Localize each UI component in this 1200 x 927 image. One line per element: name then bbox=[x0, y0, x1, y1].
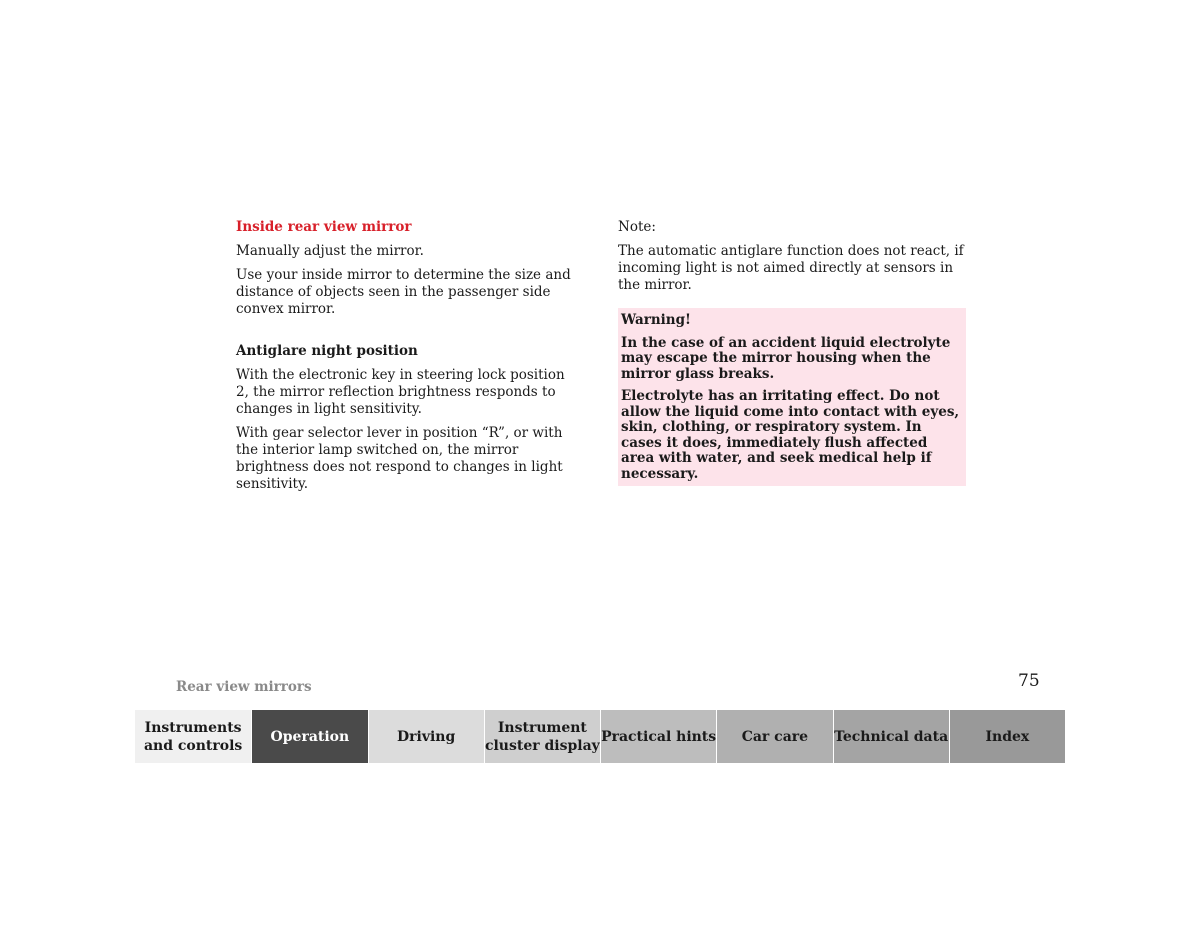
body-paragraph: Manually adjust the mirror. bbox=[236, 243, 424, 259]
left-column bbox=[236, 219, 581, 500]
tab-car-care[interactable]: Car care bbox=[716, 710, 832, 763]
body-paragraph: With gear selector lever in position “R”, or with the interior lamp switched on, the mirror brightness does not respond to changes in light sensitivity. bbox=[236, 425, 563, 492]
section-title: Inside rear view mirror bbox=[236, 219, 412, 235]
body-paragraph: Use your inside mirror to determine the size and distance of objects seen in the passenger side convex mirror. bbox=[236, 267, 571, 317]
tab-practical-hints[interactable]: Practical hints bbox=[600, 710, 716, 763]
tab-instruments-and-controls[interactable]: Instruments and controls bbox=[135, 710, 251, 763]
footer-section-name: Rear view mirrors bbox=[176, 679, 312, 695]
body-paragraph: With the electronic key in steering lock position 2, the mirror reflection brightness responds to changes in light sensitivity. bbox=[236, 367, 565, 417]
subheading: Antiglare night position bbox=[236, 343, 418, 359]
right-column bbox=[618, 219, 966, 486]
tab-instrument-cluster-display[interactable]: Instrument cluster display bbox=[484, 710, 600, 763]
note-text: The automatic antiglare function does not react, if incoming light is not aimed directly at sensors in the mirror. bbox=[618, 243, 964, 293]
note-label: Note: bbox=[618, 219, 656, 235]
tab-driving[interactable]: Driving bbox=[368, 710, 484, 763]
chapter-tab-bar bbox=[135, 710, 1065, 763]
page-number: 75 bbox=[1018, 671, 1040, 691]
warning-paragraph: Electrolyte has an irritating effect. Do not allow the liquid come into contact with eyes, skin, clothing, or respiratory system. In cases it does, immediately flush affected area with water, and seek medical help if necessary. bbox=[621, 388, 960, 482]
tab-operation[interactable]: Operation bbox=[251, 710, 367, 763]
warning-box bbox=[618, 308, 966, 486]
warning-title: Warning! bbox=[621, 312, 691, 328]
warning-paragraph: In the case of an accident liquid electrolyte may escape the mirror housing when the mirror glass breaks. bbox=[621, 334, 951, 382]
tab-technical-data[interactable]: Technical data bbox=[833, 710, 949, 763]
tab-index[interactable]: Index bbox=[949, 710, 1065, 763]
